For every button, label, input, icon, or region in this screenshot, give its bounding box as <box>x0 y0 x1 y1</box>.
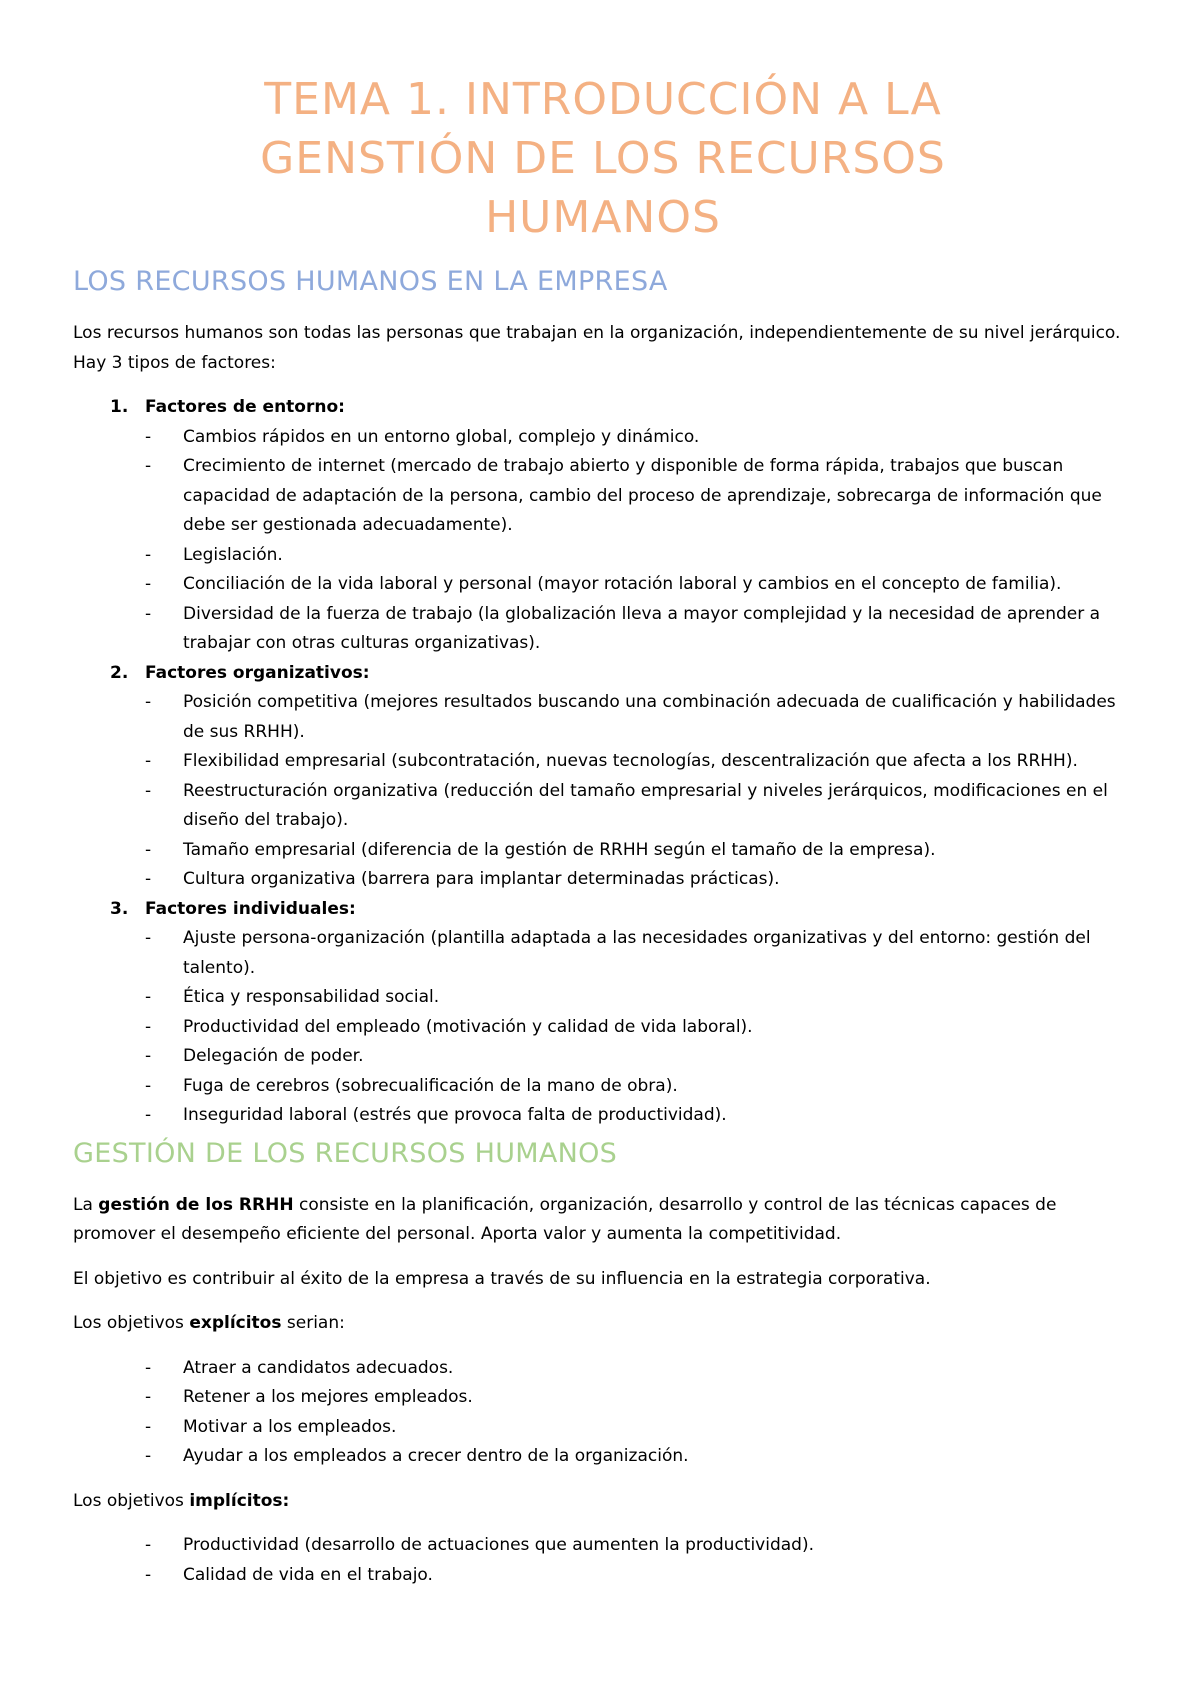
title-line-3: HUMANOS <box>485 192 721 243</box>
list-item: - Retener a los mejores empleados. <box>73 1383 1133 1413</box>
list-item: - Reestructuración organizativa (reducción del tamaño empresarial y niveles jerárquicos, modificaciones en el diseño del trabajo). <box>145 777 1133 836</box>
list-item: - Inseguridad laboral (estrés que provoca falta de productividad). <box>145 1101 1133 1131</box>
list-item: - Fuga de cerebros (sobrecualificación de la mano de obra). <box>145 1072 1133 1102</box>
dash-bullet: - <box>145 1075 152 1096</box>
document-page <box>73 70 1133 1605</box>
list-item: - Conciliación de la vida laboral y personal (mayor rotación laboral y cambios en el concepto de familia). <box>145 570 1133 600</box>
title-line-1: TEMA 1. INTRODUCCIÓN A LA <box>264 74 942 125</box>
dash-bullet: - <box>145 544 152 565</box>
list-item: - Ética y responsabilidad social. <box>145 983 1133 1013</box>
dash-bullet: - <box>145 1564 152 1585</box>
factor-items <box>145 423 1133 659</box>
list-item: - Posición competitiva (mejores resultados buscando una combinación adecuada de cualificación y habilidades de sus RRHH). <box>145 688 1133 747</box>
explicit-objectives-label: Los objetivos explícitos serian: <box>73 1313 345 1333</box>
factors-list <box>73 393 1133 1131</box>
list-item: - Atraer a candidatos adecuados. <box>73 1354 1133 1384</box>
document-title <box>73 70 1133 247</box>
list-item: - Productividad (desarrollo de actuaciones que aumenten la productividad). <box>73 1531 1133 1561</box>
list-item: - Cultura organizativa (barrera para implantar determinadas prácticas). <box>145 865 1133 895</box>
list-item: - Ayudar a los empleados a crecer dentro de la organización. <box>73 1442 1133 1472</box>
list-item: - Ajuste persona-organización (plantilla adaptada a las necesidades organizativas y del entorno: gestión del talento). <box>145 924 1133 983</box>
list-item: - Productividad del empleado (motivación y calidad de vida laboral). <box>145 1013 1133 1043</box>
dash-bullet: - <box>145 987 152 1007</box>
dash-bullet: - <box>145 1105 152 1125</box>
dash-bullet: - <box>145 1416 152 1437</box>
dash-bullet: - <box>145 1535 152 1555</box>
list-item: - Cambios rápidos en un entorno global, complejo y dinámico. <box>145 423 1133 453</box>
section-heading-gestion-recursos-humanos: GESTIÓN DE LOS RECURSOS HUMANOS <box>73 1137 618 1169</box>
factor-title: Factores de entorno: <box>145 397 345 417</box>
dash-bullet: - <box>145 1357 152 1378</box>
factor-items <box>145 688 1133 895</box>
dash-bullet: - <box>145 426 152 447</box>
title-line-2: GENSTIÓN DE LOS RECURSOS <box>260 133 946 184</box>
list-item: - Delegación de poder. <box>145 1042 1133 1072</box>
dash-bullet: - <box>145 780 152 801</box>
dash-bullet: - <box>145 1446 152 1466</box>
factor-organizativos <box>73 659 1133 895</box>
section2-paragraph-2: El objetivo es contribuir al éxito de la empresa a través de su influencia en la estrategia corporativa. <box>73 1268 931 1289</box>
list-item: - Flexibilidad empresarial (subcontratación, nuevas tecnologías, descentralización que afecta a los RRHH). <box>145 747 1133 777</box>
list-item: - Crecimiento de internet (mercado de trabajo abierto y disponible de forma rápida, trabajos que buscan capacidad de adaptación de la persona, cambio del proceso de aprendizaje, sobrecarga de información que debe ser gestionada adecuadamente). <box>145 452 1133 541</box>
explicit-objectives-list <box>73 1354 1133 1472</box>
implicit-objectives-list <box>73 1531 1133 1590</box>
factor-title: Factores organizativos: <box>145 662 370 683</box>
dash-bullet: - <box>145 839 152 860</box>
list-item: - Calidad de vida en el trabajo. <box>73 1561 1133 1591</box>
dash-bullet: - <box>145 692 152 712</box>
section2-paragraph-1: La gestión de los RRHH consiste en la planificación, organización, desarrollo y control de las técnicas capaces de promover el desempeño eficiente del personal. Aporta valor y aumenta la competitividad. <box>73 1194 1057 1244</box>
factor-individuales <box>73 895 1133 1131</box>
dash-bullet: - <box>145 456 152 476</box>
dash-bullet: - <box>145 1387 152 1407</box>
dash-bullet: - <box>145 574 152 594</box>
list-item: - Legislación. <box>145 541 1133 571</box>
factor-number: 1. <box>110 397 129 417</box>
dash-bullet: - <box>145 928 152 948</box>
list-item: - Tamaño empresarial (diferencia de la gestión de RRHH según el tamaño de la empresa). <box>145 836 1133 866</box>
implicit-objectives-label: Los objetivos implícitos: <box>73 1490 290 1511</box>
section1-intro: Los recursos humanos son todas las personas que trabajan en la organización, independientemente de su nivel jerárquico. Hay 3 tipos de factores: <box>73 323 1121 373</box>
list-item: - Motivar a los empleados. <box>73 1413 1133 1443</box>
dash-bullet: - <box>145 869 152 889</box>
list-item: - Diversidad de la fuerza de trabajo (la globalización lleva a mayor complejidad y la necesidad de aprender a trabajar con otras culturas organizativas). <box>145 600 1133 659</box>
dash-bullet: - <box>145 1046 152 1066</box>
dash-bullet: - <box>145 751 152 771</box>
factor-number: 2. <box>110 662 129 683</box>
factor-title: Factores individuales: <box>145 898 356 919</box>
dash-bullet: - <box>145 1016 152 1037</box>
factor-items <box>145 924 1133 1131</box>
dash-bullet: - <box>145 603 152 624</box>
section-heading-recursos-humanos-empresa: LOS RECURSOS HUMANOS EN LA EMPRESA <box>73 266 668 297</box>
factor-entorno <box>73 393 1133 659</box>
factor-number: 3. <box>110 898 129 919</box>
